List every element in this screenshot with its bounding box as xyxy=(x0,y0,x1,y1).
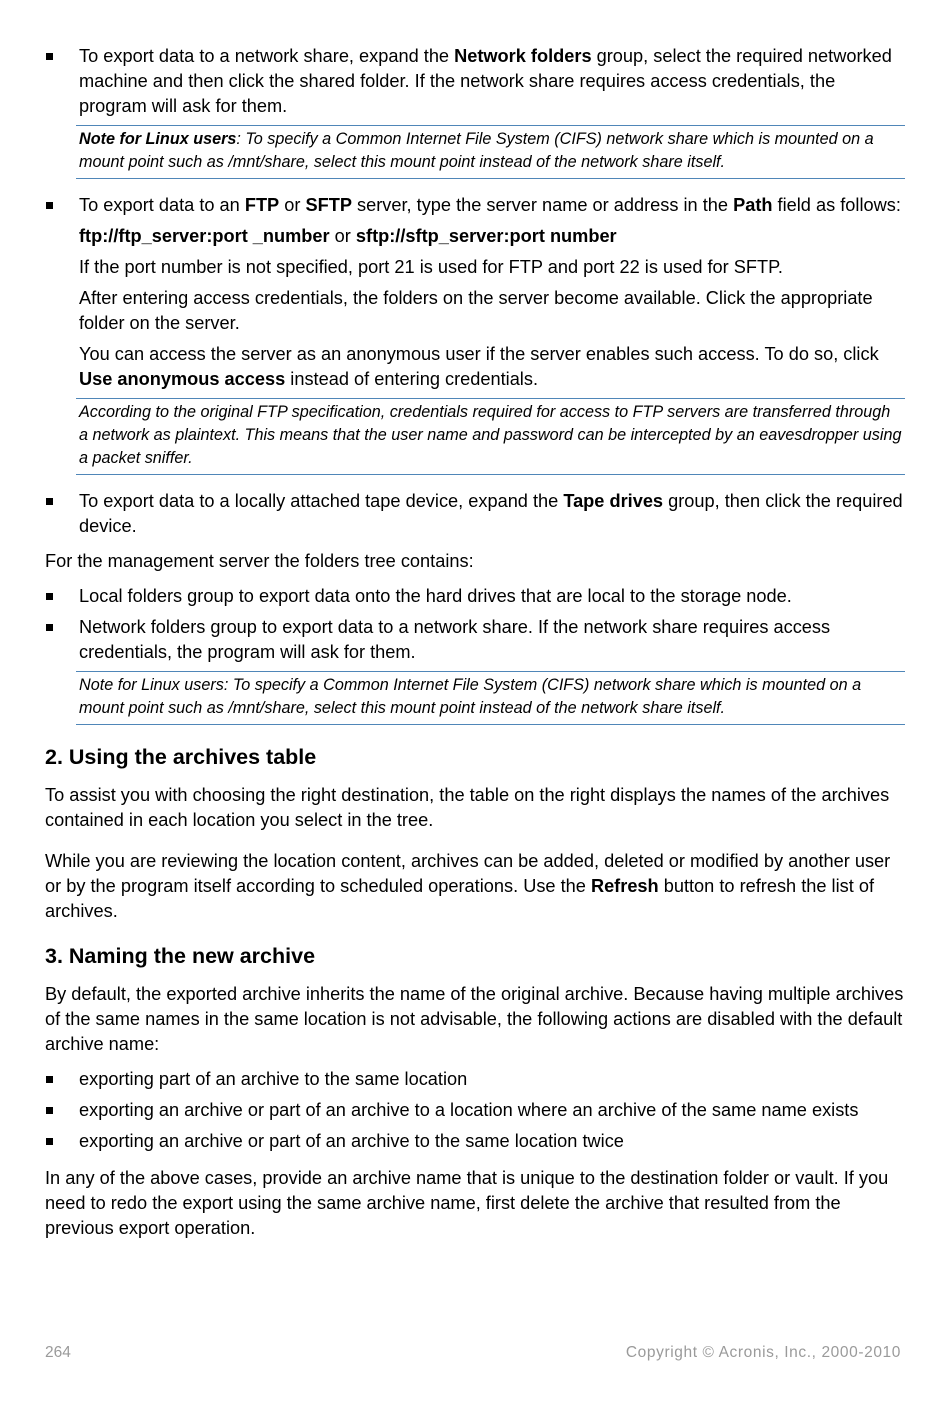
list-item: exporting an archive or part of an archive to the same location twice xyxy=(45,1129,905,1154)
archives-table-paragraph-1: To assist you with choosing the right destination, the table on the right displays the names of the archives contained in each location you select in the tree. xyxy=(45,785,890,830)
management-server-intro: For the management server the folders tree contains: xyxy=(45,551,474,571)
port-paragraph: If the port number is not specified, port 21 is used for FTP and port 22 is used for SFTP. xyxy=(79,257,783,277)
list-item: exporting part of an archive to the same location xyxy=(45,1067,905,1092)
anonymous-paragraph: You can access the server as an anonymous user if the server enables such access. To do so, click Use anonymous access instead of entering credentials. xyxy=(79,344,879,389)
copyright-notice: Copyright © Acronis, Inc., 2000-2010 xyxy=(625,1344,901,1361)
note-ftp-plaintext: According to the original FTP specification, credentials required for access to FTP servers are transferred through a network as plaintext. This means that the user name and password can be intercepted by an eavesdropper using a packet sniffer. xyxy=(76,398,905,475)
bullet-square-icon xyxy=(46,53,53,60)
bullet-network-share: To export data to a network share, expand the Network folders group, select the required networked machine and then click the shared folder. If the network share requires access credentials, the program will ask for them. xyxy=(45,44,905,119)
tape-drives-label: Tape drives xyxy=(563,491,664,511)
use-anonymous-access-label: Use anonymous access xyxy=(79,369,286,389)
bullet-square-icon xyxy=(46,1138,53,1145)
note-linux-users: Note for Linux users: To specify a Common Internet File System (CIFS) network share which is mounted on a mount point such as /mnt/share, select this mount point instead of the network share itself. xyxy=(76,125,905,179)
refresh-label: Refresh xyxy=(590,876,659,896)
naming-paragraph-2: In any of the above cases, provide an archive name that is unique to the destination folder or vault. If you need to redo the export using the same archive name, first delete the archive that resulted from the previous export operation. xyxy=(45,1168,889,1238)
naming-paragraph-1: By default, the exported archive inherits the name of the original archive. Because having multiple archives of the same names in the same location is not advisable, the following actions are disabled with the default archive name: xyxy=(45,984,904,1054)
note-linux-users-2: Note for Linux users: To specify a Common Internet File System (CIFS) network share which is mounted on a mount point such as /mnt/share, select this mount point instead of the network share itself. xyxy=(76,671,905,725)
bullet-ftp-server: To export data to an FTP or SFTP server, type the server name or address in the Path field as follows: ftp://ftp_server:port _number or sftp://sftp_server:port number If the port number is not specified, port 21 is used for FTP and port 22 is used for SFTP. After entering access credentials, the folders on the server become available. Click the appropriate folder on the server. You can access the server as an anonymous user if the server enables such access. To do so, click Use anonymous access instead of entering credentials. xyxy=(45,193,905,392)
bullet-tape-device: To export data to a locally attached tape device, expand the Tape drives group, then click the required device. xyxy=(45,489,905,539)
bullet-square-icon xyxy=(46,1076,53,1083)
section-heading-naming-archive: 3. Naming the new archive xyxy=(45,944,316,968)
page-number: 264 xyxy=(45,1344,71,1361)
bullet-network-folders: Network folders group to export data to a network share. If the network share requires access credentials, the program will ask for them. xyxy=(45,615,905,665)
bullet-square-icon xyxy=(46,498,53,505)
ftp-url-format: ftp://ftp_server:port _number or sftp://sftp_server:port number xyxy=(79,226,617,246)
list-item: exporting an archive or part of an archive to a location where an archive of the same name exists xyxy=(45,1098,905,1123)
network-folders-label: Network folders xyxy=(454,46,592,66)
bullet-square-icon xyxy=(46,593,53,600)
bullet-local-folders: Local folders group to export data onto the hard drives that are local to the storage node. xyxy=(45,584,905,609)
section-heading-archives-table: 2. Using the archives table xyxy=(45,745,317,769)
bullet-square-icon xyxy=(46,624,53,631)
archives-table-paragraph-2: While you are reviewing the location content, archives can be added, deleted or modified by another user or by the program itself according to scheduled operations. Use the Refresh button to refresh the list of archives. xyxy=(45,851,891,921)
bullet-square-icon xyxy=(46,1107,53,1114)
credentials-paragraph: After entering access credentials, the folders on the server become available. Click the appropriate folder on the server. xyxy=(79,288,873,333)
bullet-square-icon xyxy=(46,202,53,209)
document-page xyxy=(45,44,905,1257)
